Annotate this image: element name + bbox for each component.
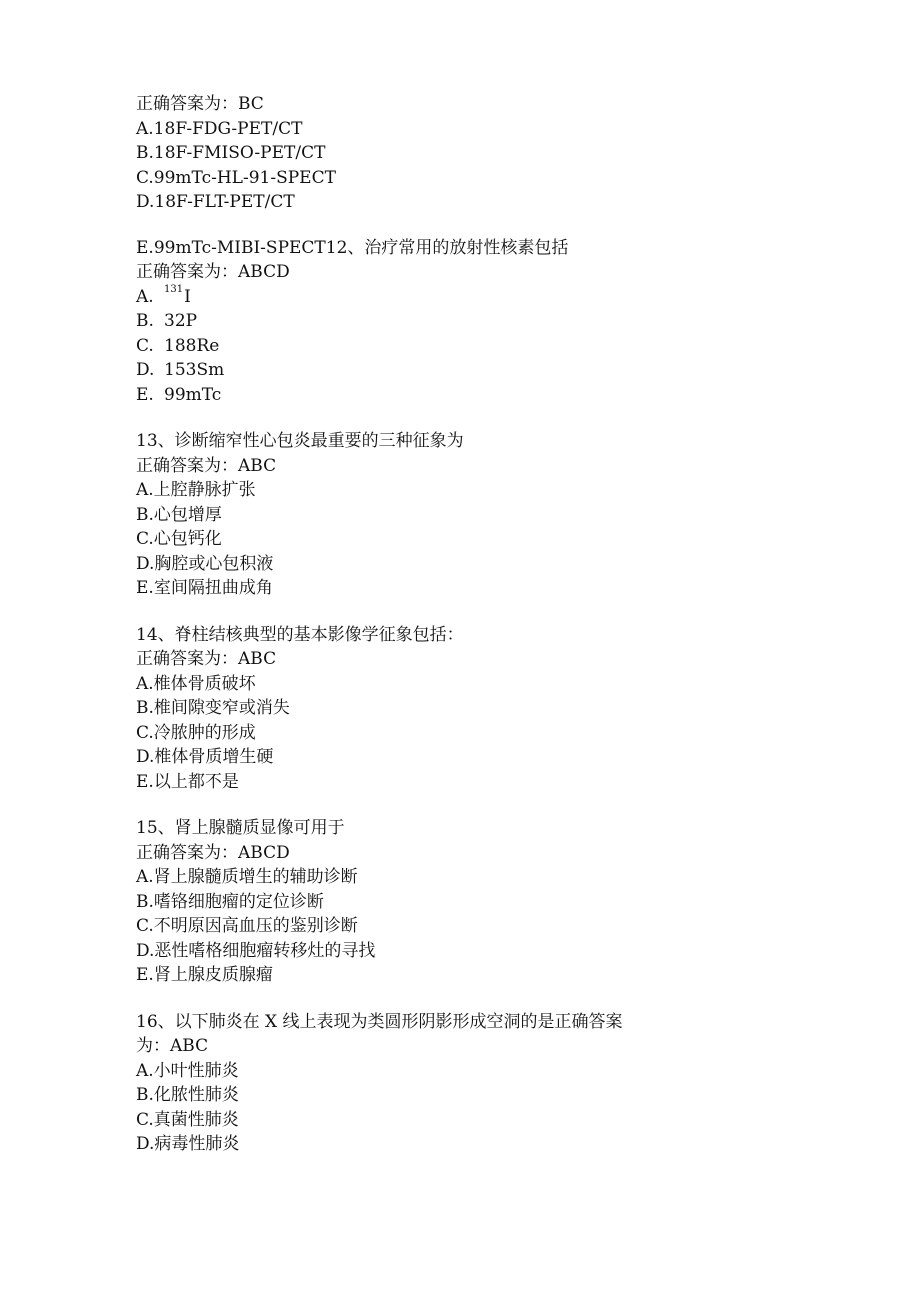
option-c bbox=[136, 334, 796, 359]
answer-line: 正确答案为：ABCD bbox=[136, 842, 290, 863]
option-d: D.恶性嗜格细胞瘤转移灶的寻找 bbox=[136, 940, 376, 961]
option-b: B.心包增厚 bbox=[136, 504, 222, 525]
answer-line: 正确答案为：ABCD bbox=[136, 262, 290, 282]
question-text: 14、脊柱结核典型的基本影像学征象包括： bbox=[136, 624, 464, 645]
question-block-15 bbox=[136, 816, 796, 988]
option-d: D.18F-FLT-PET/CT bbox=[136, 192, 295, 212]
option-a: A.上腔静脉扩张 bbox=[136, 480, 256, 500]
answer-line: 正确答案为：ABC bbox=[136, 455, 277, 476]
option-d bbox=[136, 358, 796, 383]
document-page bbox=[136, 92, 796, 1157]
question-text: E.99mTc-MIBI-SPECT12、治疗常用的放射性核素包括 bbox=[136, 237, 569, 258]
option-a: A.小叶性肺炎 bbox=[136, 1060, 239, 1081]
option-text: 99mTc bbox=[164, 384, 222, 405]
question-block-11 bbox=[136, 92, 796, 215]
option-a: A.18F-FDG-PET/CT bbox=[136, 118, 303, 139]
option-e: E.室间隔扭曲成角 bbox=[136, 578, 273, 598]
option-text: I bbox=[184, 286, 191, 307]
answer-line: 正确答案为：BC bbox=[136, 94, 264, 114]
option-c: C.不明原因高血压的鉴别诊断 bbox=[136, 916, 358, 936]
question-block-14 bbox=[136, 623, 796, 795]
option-d: D.病毒性肺炎 bbox=[136, 1134, 240, 1154]
option-b bbox=[136, 309, 796, 334]
option-c: C.心包钙化 bbox=[136, 529, 222, 549]
question-text-continued: 为：ABC bbox=[136, 1036, 209, 1056]
option-e: E.以上都不是 bbox=[136, 771, 239, 792]
option-label: D. bbox=[136, 360, 155, 380]
option-text: 188Re bbox=[164, 335, 220, 356]
question-text: 16、以下肺炎在 X 线上表现为类圆形阴影形成空洞的是正确答案 bbox=[136, 1011, 623, 1032]
option-b: B.椎间隙变窄或消失 bbox=[136, 698, 290, 718]
option-c: C.99mTc-HL-91-SPECT bbox=[136, 167, 336, 188]
option-a: A.椎体骨质破坏 bbox=[136, 673, 256, 694]
option-c: C.冷脓肿的形成 bbox=[136, 722, 256, 743]
option-text: 153Sm bbox=[164, 360, 225, 380]
option-d: D.椎体骨质增生硬 bbox=[136, 747, 274, 767]
answer-line: 正确答案为：ABC bbox=[136, 649, 277, 669]
question-block-12 bbox=[136, 236, 796, 408]
option-b: B.18F-FMISO-PET/CT bbox=[136, 143, 326, 163]
option-label: B. bbox=[136, 311, 154, 331]
option-label: C. bbox=[136, 335, 154, 356]
question-text: 13、诊断缩窄性心包炎最重要的三种征象为 bbox=[136, 431, 464, 451]
question-block-16 bbox=[136, 1010, 796, 1157]
option-text: 32P bbox=[164, 311, 198, 331]
question-block-13 bbox=[136, 429, 796, 601]
option-label: E. bbox=[136, 384, 154, 405]
option-c: C.真菌性肺炎 bbox=[136, 1109, 239, 1130]
mass-number: 131 bbox=[164, 283, 184, 295]
option-d: D.胸腔或心包积液 bbox=[136, 553, 274, 574]
option-e: E.肾上腺皮质腺瘤 bbox=[136, 965, 273, 985]
option-e bbox=[136, 383, 796, 408]
option-a bbox=[136, 285, 796, 310]
question-text: 15、肾上腺髓质显像可用于 bbox=[136, 818, 345, 838]
option-b: B.化脓性肺炎 bbox=[136, 1085, 239, 1105]
option-label: A. bbox=[136, 286, 154, 307]
option-b: B.嗜铬细胞瘤的定位诊断 bbox=[136, 891, 324, 912]
option-a: A.肾上腺髓质增生的辅助诊断 bbox=[136, 867, 358, 887]
